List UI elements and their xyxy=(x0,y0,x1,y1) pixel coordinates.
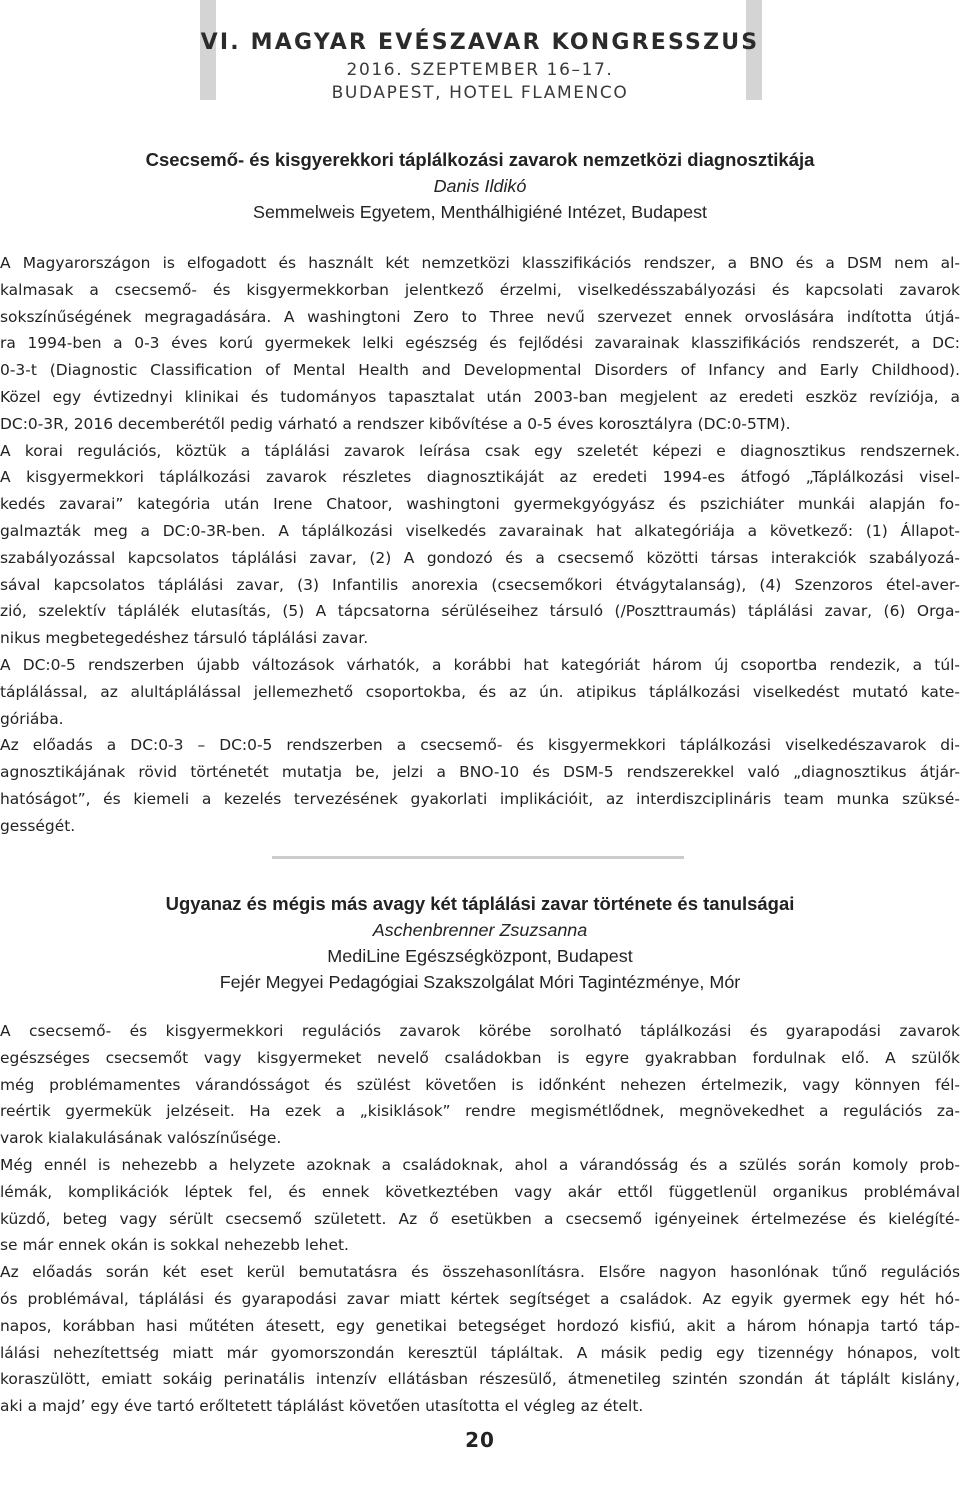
page-number: 20 xyxy=(465,1428,495,1452)
body-line: Közel egy évtizednyi klinikai és tudományos tapasztalat után 2003-ban megjelent az eredeti eszköz revíziója, a xyxy=(0,387,960,406)
body-line: lémák, komplikációk léptek fel, és ennek következtében vagy akár ettől függetlenül organikus problémával xyxy=(0,1182,960,1201)
body-line: Az előadás a DC:0-3 – DC:0-5 rendszerben a csecsemő- és kisgyermekkori táplálkozási viselkedészavarok di- xyxy=(0,736,960,755)
body-line: A kisgyermekkori táplálkozási zavarok részletes diagnosztikáját az eredeti 1994-es átfogó „Táplálkozási visel- xyxy=(0,468,960,487)
body-line: kedés zavarai” kategória után Irene Chatoor, washingtoni gyermekgyógyász és pszichiáter munkái alapján fo- xyxy=(0,495,960,514)
body-line: egészséges csecsemőt vagy kisgyermeket nevelő családokban is egyre gyakrabban fordulnak elő. A szülők xyxy=(0,1048,960,1067)
body-line: A Magyarországon is elfogadott és használt két nemzetközi klasszifikációs rendszer, a BNO és a DSM nem al- xyxy=(0,254,960,272)
abstract2-affiliation-1: MediLine Egészségközpont, Budapest xyxy=(327,946,633,966)
body-line: hatóságot”, és kiemeli a kezelés tervezésének gyakorlati implikációit, az interdiszciplináris team munka szüksé- xyxy=(0,789,960,808)
conference-location: BUDAPEST, HOTEL FLAMENCO xyxy=(331,83,629,103)
body-line: szabályozással kapcsolatos táplálási zavar, (2) A gondozó és a csecsemő közötti társas interakciók szabályozá- xyxy=(0,548,960,567)
body-line: galmazták meg a DC:0-3R-ben. A táplálkozási viselkedés zavarainak hat alkategóriája a következő: (1) Állapot- xyxy=(0,521,960,540)
body-line: nikus megbetegedéshez társuló táplálási zavar. xyxy=(0,629,369,648)
body-line: még problémamentes várandósságot és szülést követően is időnként nehezen értelmezik, vagy könnyen fél- xyxy=(0,1075,960,1094)
body-line: A csecsemő- és kisgyermekkori regulációs zavarok körébe sorolható táplálkozási és gyarapodási zavarok xyxy=(0,1022,960,1040)
body-line: táplálással, az alultáplálással jellemezhető csoportokba, és az ún. atipikus táplálkozási viselkedést mutató kate- xyxy=(0,682,960,701)
body-line: 0-3-t (Diagnostic Classification of Mental Health and Developmental Disorders of Infancy and Early Childhood). xyxy=(0,361,960,380)
abstract1-body xyxy=(0,250,960,840)
body-line: koraszülött, emiatt sokáig perinatális intenzív ellátásban részesülő, átmenetileg szintén szondán át táplált kislány, xyxy=(0,1370,960,1389)
body-line: zió, szelektív táplálék elutasítás, (5) A tápcsatorna sérüléseihez társuló (/Poszttraumás) táplálási zavar, (6) Orga- xyxy=(0,602,960,621)
body-line: gességét. xyxy=(0,816,76,835)
body-line: aki a majd’ egy éve tartó erőltetett táplálást követően utasította el végleg az ételt. xyxy=(0,1397,644,1416)
abstract2-title: Ugyanaz és mégis más avagy két táplálási zavar története és tanulságai xyxy=(165,893,795,914)
section-divider xyxy=(272,856,684,859)
abstract2-author: Aschenbrenner Zsuzsanna xyxy=(372,920,588,940)
body-line: DC:0-3R, 2016 decemberétől pedig várható a rendszer kibővítése a 0-5 éves korosztályra (DC:0-5TM). xyxy=(0,414,791,433)
body-line: sával kapcsolatos táplálási zavar, (3) Infantilis anorexia (csecsemőkori étvágytalanság), (4) Szenzoros étel-aver- xyxy=(0,575,960,594)
abstract1-author: Danis Ildikó xyxy=(433,176,527,196)
body-line: kalmasak a csecsemő- és kisgyermekkorban jelentkező érzelmi, viselkedésszabályozási és kapcsolati zavarok xyxy=(0,280,960,299)
abstract1-title: Csecsemő- és kisgyerekkori táplálkozási zavarok nemzetközi diagnosztikája xyxy=(145,149,815,170)
body-line: se már ennek okán is sokkal nehezebb lehet. xyxy=(0,1236,349,1255)
body-line: küzdő, beteg vagy sérült csecsemő született. Az ő esetükben a csecsemő igényeinek értelmezése és kielégíté- xyxy=(0,1209,960,1228)
body-line: A DC:0-5 rendszerben újabb változások várhatók, a korábbi hat kategóriát három új csoportba rendezik, a túl- xyxy=(0,655,960,674)
body-line: ós problémával, táplálási és gyarapodási zavar miatt kértek segítséget a családok. Az egyik gyermek egy hét hó- xyxy=(0,1289,960,1308)
conference-title: VI. MAGYAR EVÉSZAVAR KONGRESSZUS xyxy=(200,30,760,55)
body-line: sokszínűségének megragadására. A washingtoni Zero to Three nevű szervezet ennek orvoslására indította útjá- xyxy=(0,307,960,326)
body-line: ra 1994-ben a 0-3 éves korú gyermekek lelki egészség és fejlődési zavarainak klasszifikációs rendszerét, a DC: xyxy=(0,334,960,353)
body-line: lálási nehezítettség miatt már gyomorszondán keresztül tápláltak. A másik pedig egy tizennégy hónapos, volt xyxy=(0,1343,960,1362)
body-line: varok kialakulásának valószínűsége. xyxy=(0,1129,282,1148)
conference-date: 2016. SZEPTEMBER 16–17. xyxy=(346,60,614,80)
body-line: Az előadás során két eset kerül bemutatásra és összehasonlításra. Elsőre nagyon hasonlónak tűnő regulációs xyxy=(0,1263,960,1282)
abstract1-affiliation: Semmelweis Egyetem, Menthálhigiéné Intézet, Budapest xyxy=(252,202,708,222)
body-line: reértik gyermekük jelzéseit. Ha ezek a „kisiklások” rendre megismétlődnek, megnövekedhet a regulációs za- xyxy=(0,1102,960,1121)
body-line: Még ennél is nehezebb a helyzete azoknak a családoknak, ahol a várandósság és a szülés során komoly prob- xyxy=(0,1155,960,1174)
abstract2-body xyxy=(0,1018,960,1420)
body-line: góriába. xyxy=(0,709,64,728)
body-line: A korai regulációs, köztük a táplálási zavarok leírása csak egy szeletét képezi e diagnosztikus rendszernek. xyxy=(0,441,960,460)
abstract2-affiliation-2: Fejér Megyei Pedagógiai Szakszolgálat Móri Tagintézménye, Mór xyxy=(219,972,741,992)
body-line: napos, korábban hasi műtéten átesett, egy genetikai betegséget hordozó kisfiú, akit a három hónapja tartó táp- xyxy=(0,1316,960,1335)
body-line: agnosztikájának rövid történetét mutatja be, jelzi a BNO-10 és DSM-5 rendszerekkel való „diagnosztikus átjár- xyxy=(0,763,960,782)
